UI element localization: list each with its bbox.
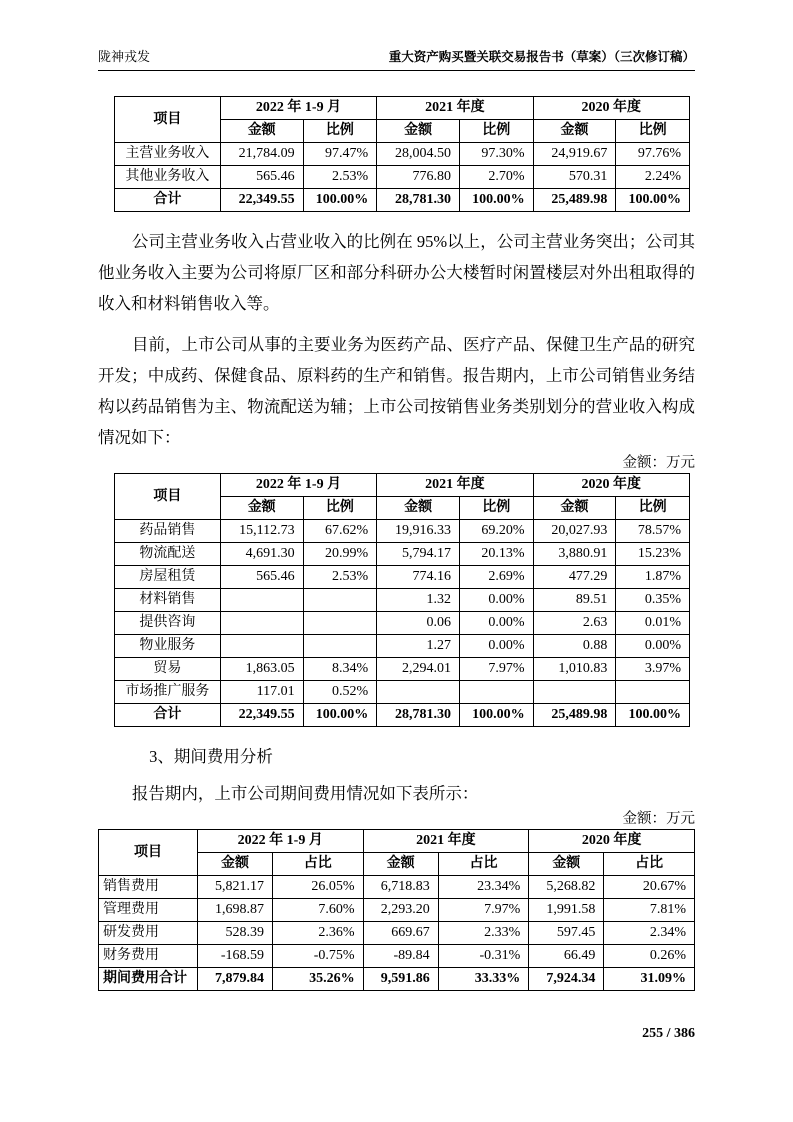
column-subheader: 占比: [438, 853, 529, 876]
value-cell: 1,698.87: [197, 899, 272, 922]
column-header-period: 2020 年度: [533, 97, 689, 120]
value-cell: 35.26%: [273, 968, 364, 991]
value-cell: [459, 681, 533, 704]
column-header-period: 2021 年度: [377, 97, 533, 120]
table-row: [99, 876, 695, 899]
value-cell: 0.01%: [616, 612, 690, 635]
value-cell: 2.34%: [604, 922, 695, 945]
table-row: [115, 520, 690, 543]
value-cell: 89.51: [533, 589, 616, 612]
value-cell: 0.00%: [616, 635, 690, 658]
value-cell: 2.69%: [459, 566, 533, 589]
page-number: 255 / 386: [642, 1026, 695, 1041]
row-label-cell: 房屋租赁: [115, 566, 221, 589]
value-cell: 24,919.67: [533, 143, 616, 166]
value-cell: 33.33%: [438, 968, 529, 991]
value-cell: 774.16: [377, 566, 460, 589]
column-header-period: 2021 年度: [363, 830, 529, 853]
value-cell: 0.00%: [459, 589, 533, 612]
column-header-period: 2021 年度: [377, 474, 533, 497]
value-cell: 20.13%: [459, 543, 533, 566]
value-cell: 25,489.98: [533, 704, 616, 727]
column-subheader: 金额: [377, 497, 460, 520]
header-document-title: 重大资产购买暨关联交易报告书（草案）（三次修订稿）: [388, 50, 695, 64]
value-cell: 100.00%: [303, 704, 377, 727]
paragraph-expense-intro: 报告期内，上市公司期间费用情况如下表所示：: [131, 784, 479, 803]
value-cell: [220, 589, 303, 612]
table-header-row: [115, 474, 690, 497]
total-row: [115, 704, 690, 727]
value-cell: 69.20%: [459, 520, 533, 543]
column-subheader: 金额: [220, 497, 303, 520]
value-cell: 97.30%: [459, 143, 533, 166]
column-subheader: 金额: [363, 853, 438, 876]
value-cell: 0.35%: [616, 589, 690, 612]
value-cell: 2.53%: [303, 566, 377, 589]
value-cell: 26.05%: [273, 876, 364, 899]
row-label-cell: 药品销售: [115, 520, 221, 543]
page-header: [98, 46, 695, 71]
unit-note-2: 金额：万元: [622, 811, 695, 827]
value-cell: 7,924.34: [529, 968, 604, 991]
row-label-cell: 贸易: [115, 658, 221, 681]
value-cell: 22,349.55: [220, 189, 303, 212]
column-subheader: 占比: [273, 853, 364, 876]
column-subheader: 金额: [533, 497, 616, 520]
value-cell: 28,781.30: [377, 704, 460, 727]
unit-note-1: 金额：万元: [622, 455, 695, 471]
column-subheader: 比例: [459, 497, 533, 520]
value-cell: 1.27: [377, 635, 460, 658]
column-subheader: 比例: [616, 497, 690, 520]
value-cell: 7.81%: [604, 899, 695, 922]
value-cell: [616, 681, 690, 704]
value-cell: 20.99%: [303, 543, 377, 566]
value-cell: 97.76%: [616, 143, 690, 166]
value-cell: 67.62%: [303, 520, 377, 543]
table-header-row: [99, 830, 695, 853]
table-header-row: [115, 97, 690, 120]
value-cell: 117.01: [220, 681, 303, 704]
value-cell: 0.00%: [459, 612, 533, 635]
table-row: [99, 899, 695, 922]
column-subheader: 金额: [220, 120, 303, 143]
value-cell: -168.59: [197, 945, 272, 968]
value-cell: 3,880.91: [533, 543, 616, 566]
value-cell: 23.34%: [438, 876, 529, 899]
value-cell: 97.47%: [303, 143, 377, 166]
row-label-cell: 合计: [115, 704, 221, 727]
table-row: [99, 922, 695, 945]
row-label-cell: 物流配送: [115, 543, 221, 566]
value-cell: 565.46: [220, 566, 303, 589]
table-row: [99, 945, 695, 968]
value-cell: 570.31: [533, 166, 616, 189]
value-cell: [533, 681, 616, 704]
value-cell: 0.06: [377, 612, 460, 635]
value-cell: 2,294.01: [377, 658, 460, 681]
value-cell: 21,784.09: [220, 143, 303, 166]
column-subheader: 金额: [529, 853, 604, 876]
row-label-cell: 市场推广服务: [115, 681, 221, 704]
value-cell: [220, 635, 303, 658]
value-cell: 20.67%: [604, 876, 695, 899]
column-subheader: 金额: [533, 120, 616, 143]
column-subheader: 金额: [197, 853, 272, 876]
value-cell: 5,821.17: [197, 876, 272, 899]
value-cell: 776.80: [377, 166, 460, 189]
row-label-cell: 合计: [115, 189, 221, 212]
table-row: [115, 166, 690, 189]
column-subheader: 比例: [616, 120, 690, 143]
value-cell: 2,293.20: [363, 899, 438, 922]
value-cell: 78.57%: [616, 520, 690, 543]
table-row: [115, 658, 690, 681]
row-label-cell: 研发费用: [99, 922, 198, 945]
value-cell: 2.63: [533, 612, 616, 635]
value-cell: 20,027.93: [533, 520, 616, 543]
value-cell: 2.33%: [438, 922, 529, 945]
value-cell: [303, 612, 377, 635]
value-cell: 1,010.83: [533, 658, 616, 681]
value-cell: 528.39: [197, 922, 272, 945]
column-subheader: 比例: [303, 120, 377, 143]
value-cell: 100.00%: [303, 189, 377, 212]
value-cell: [377, 681, 460, 704]
value-cell: 0.52%: [303, 681, 377, 704]
column-header-period: 2020 年度: [533, 474, 689, 497]
value-cell: 2.36%: [273, 922, 364, 945]
table-row: [115, 589, 690, 612]
value-cell: 5,794.17: [377, 543, 460, 566]
value-cell: 22,349.55: [220, 704, 303, 727]
value-cell: 100.00%: [459, 189, 533, 212]
table-row: [115, 543, 690, 566]
period-expense-table: [98, 829, 695, 991]
value-cell: 477.29: [533, 566, 616, 589]
total-row: [115, 189, 690, 212]
column-subheader: 比例: [459, 120, 533, 143]
value-cell: 2.24%: [616, 166, 690, 189]
value-cell: 0.26%: [604, 945, 695, 968]
value-cell: -0.31%: [438, 945, 529, 968]
value-cell: 7,879.84: [197, 968, 272, 991]
table-row: [115, 612, 690, 635]
row-label-cell: 管理费用: [99, 899, 198, 922]
value-cell: 15.23%: [616, 543, 690, 566]
value-cell: 15,112.73: [220, 520, 303, 543]
value-cell: 100.00%: [616, 189, 690, 212]
section-title: 3、期间费用分析: [149, 747, 273, 766]
row-label-cell: 财务费用: [99, 945, 198, 968]
value-cell: 2.53%: [303, 166, 377, 189]
value-cell: -89.84: [363, 945, 438, 968]
row-label-cell: 其他业务收入: [115, 166, 221, 189]
row-label-cell: 销售费用: [99, 876, 198, 899]
total-row: [99, 968, 695, 991]
column-header-item: 项目: [115, 474, 221, 520]
value-cell: 669.67: [363, 922, 438, 945]
row-label-cell: 材料销售: [115, 589, 221, 612]
value-cell: 19,916.33: [377, 520, 460, 543]
revenue-composition-table: [114, 96, 690, 212]
value-cell: 0.88: [533, 635, 616, 658]
row-label-cell: 提供咨询: [115, 612, 221, 635]
column-header-item: 项目: [115, 97, 221, 143]
value-cell: 7.97%: [459, 658, 533, 681]
value-cell: 100.00%: [459, 704, 533, 727]
value-cell: 1,991.58: [529, 899, 604, 922]
value-cell: 31.09%: [604, 968, 695, 991]
value-cell: 565.46: [220, 166, 303, 189]
column-header-period: 2020 年度: [529, 830, 695, 853]
paragraph-business-desc: 目前，上市公司从事的主要业务为医药产品、医疗产品、保健卫生产品的研究开发；中成药、保健食品、原料药的生产和销售。报告期内，上市公司销售业务结构以药品销售为主、物流配送为辅；上市公司按销售业务类别划分的营业收入构成情况如下：: [98, 335, 695, 447]
value-cell: 1.32: [377, 589, 460, 612]
column-header-period: 2022 年 1-9 月: [220, 474, 376, 497]
value-cell: [220, 612, 303, 635]
column-subheader: 金额: [377, 120, 460, 143]
table-row: [115, 143, 690, 166]
column-header-period: 2022 年 1-9 月: [197, 830, 363, 853]
value-cell: 100.00%: [616, 704, 690, 727]
value-cell: 66.49: [529, 945, 604, 968]
column-subheader: 占比: [604, 853, 695, 876]
paragraph-revenue-ratio: 公司主营业务收入占营业收入的比例在 95%以上，公司主营业务突出；公司其他业务收入主要为公司将原厂区和部分科研办公大楼暂时闲置楼层对外出租取得的收入和材料销售收入等。: [98, 232, 695, 313]
value-cell: 1.87%: [616, 566, 690, 589]
value-cell: 7.60%: [273, 899, 364, 922]
value-cell: 28,004.50: [377, 143, 460, 166]
value-cell: 1,863.05: [220, 658, 303, 681]
value-cell: -0.75%: [273, 945, 364, 968]
value-cell: 3.97%: [616, 658, 690, 681]
table-row: [115, 681, 690, 704]
value-cell: 25,489.98: [533, 189, 616, 212]
row-label-cell: 主营业务收入: [115, 143, 221, 166]
value-cell: 7.97%: [438, 899, 529, 922]
value-cell: [303, 635, 377, 658]
sales-by-category-table: [114, 473, 690, 727]
row-label-cell: 期间费用合计: [99, 968, 198, 991]
value-cell: 4,691.30: [220, 543, 303, 566]
value-cell: 5,268.82: [529, 876, 604, 899]
row-label-cell: 物业服务: [115, 635, 221, 658]
column-header-period: 2022 年 1-9 月: [220, 97, 376, 120]
header-company-name: 陇神戎发: [98, 49, 151, 64]
column-header-item: 项目: [99, 830, 198, 876]
value-cell: 2.70%: [459, 166, 533, 189]
value-cell: 8.34%: [303, 658, 377, 681]
value-cell: 6,718.83: [363, 876, 438, 899]
table-row: [115, 566, 690, 589]
value-cell: 9,591.86: [363, 968, 438, 991]
table-row: [115, 635, 690, 658]
value-cell: [303, 589, 377, 612]
value-cell: 597.45: [529, 922, 604, 945]
column-subheader: 比例: [303, 497, 377, 520]
value-cell: 28,781.30: [377, 189, 460, 212]
value-cell: 0.00%: [459, 635, 533, 658]
